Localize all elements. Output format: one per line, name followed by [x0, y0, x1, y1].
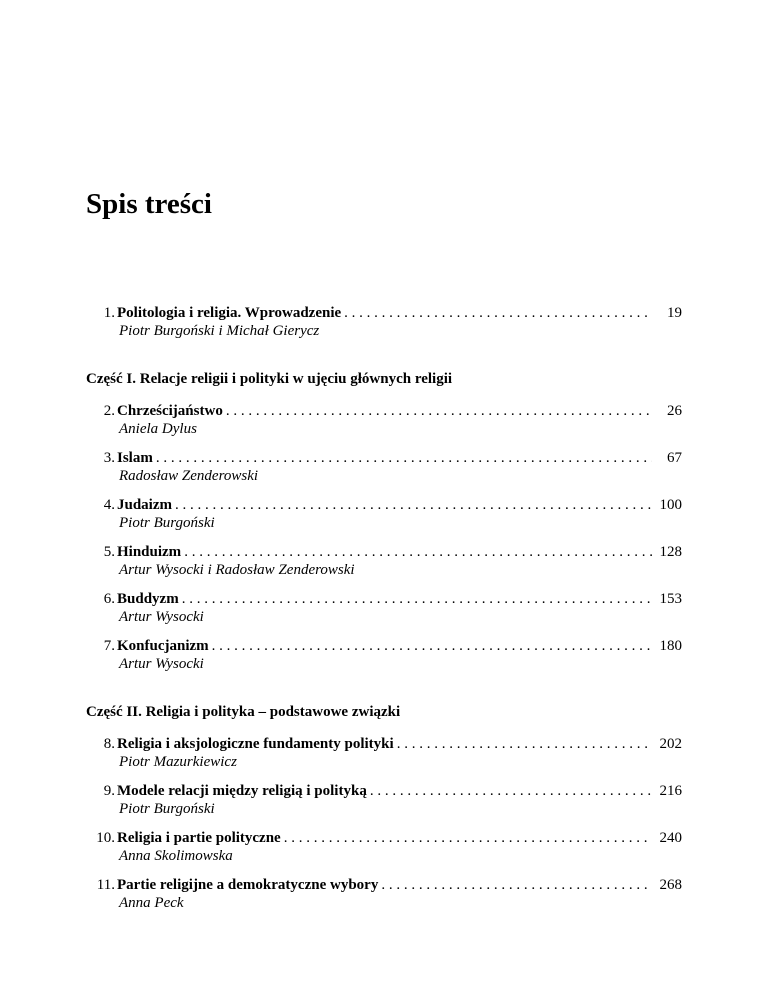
- entry-title: Hinduizm: [117, 544, 182, 560]
- entry-number: 11.: [96, 877, 115, 893]
- entry-author: Artur Wysocki i Radosław Zenderowski: [119, 562, 355, 578]
- entry-title: Islam: [117, 450, 153, 466]
- dot-leader: [226, 402, 652, 420]
- entry-author: Artur Wysocki: [119, 656, 204, 672]
- dot-leader: [212, 637, 652, 655]
- entry-author: Piotr Burgoński: [119, 515, 215, 531]
- entry-number: 4.: [103, 497, 115, 513]
- entry-number: 5.: [103, 544, 115, 560]
- page-title: Spis treści: [86, 188, 212, 220]
- dot-leader: [370, 782, 652, 800]
- entry-page: 202: [659, 736, 682, 752]
- toc-entry: [86, 735, 682, 771]
- entry-number: 1.: [103, 305, 115, 321]
- entry-title: Buddyzm: [117, 591, 179, 607]
- entry-page: 240: [659, 830, 682, 846]
- toc-entry: [86, 829, 682, 865]
- entry-title: Chrześcijaństwo: [117, 403, 223, 419]
- entry-number: 2.: [103, 403, 115, 419]
- entry-page: 128: [659, 544, 682, 560]
- entry-number: 9.: [103, 783, 115, 799]
- entry-page: 26: [667, 403, 682, 419]
- entry-title: Religia i partie polityczne: [117, 830, 281, 846]
- entry-number: 7.: [103, 638, 115, 654]
- toc-entry: [86, 876, 682, 912]
- dot-leader: [175, 496, 652, 514]
- entry-author: Anna Skolimowska: [119, 848, 233, 864]
- entry-author: Piotr Mazurkiewicz: [119, 754, 237, 770]
- toc-entry: [86, 782, 682, 818]
- toc-entry: [86, 637, 682, 673]
- entry-page: 19: [667, 305, 682, 321]
- toc-entry: [86, 449, 682, 485]
- entry-page: 268: [659, 877, 682, 893]
- entry-author: Piotr Burgoński: [119, 801, 215, 817]
- entry-number: 6.: [103, 591, 115, 607]
- dot-leader: [182, 590, 652, 608]
- toc-entry: [86, 496, 682, 532]
- entry-author: Piotr Burgoński i Michał Gierycz: [119, 323, 320, 339]
- entry-number: 3.: [103, 450, 115, 466]
- entry-title: Religia i aksjologiczne fundamenty polityki: [117, 736, 394, 752]
- dot-leader: [284, 829, 652, 847]
- dot-leader: [381, 876, 652, 894]
- dot-leader: [156, 449, 652, 467]
- toc-entry: [86, 590, 682, 626]
- entry-author: Anna Peck: [119, 895, 184, 911]
- entry-title: Partie religijne a demokratyczne wybory: [117, 877, 379, 893]
- entry-title: Konfucjanizm: [117, 638, 209, 654]
- dot-leader: [397, 735, 652, 753]
- entry-author: Aniela Dylus: [119, 421, 197, 437]
- toc-entry: [86, 402, 682, 438]
- dot-leader: [344, 304, 652, 322]
- entry-title: Judaizm: [117, 497, 173, 513]
- toc-entry: [86, 304, 682, 340]
- entry-page: 180: [659, 638, 682, 654]
- part-heading: Część II. Religia i polityka – podstawowe związki: [86, 704, 401, 720]
- entry-author: Artur Wysocki: [119, 609, 204, 625]
- part-heading: Część I. Relacje religii i polityki w ujęciu głównych religii: [86, 371, 453, 387]
- entry-number: 8.: [103, 736, 115, 752]
- entry-page: 100: [659, 497, 682, 513]
- entry-page: 216: [659, 783, 682, 799]
- entry-title: Politologia i religia. Wprowadzenie: [117, 305, 342, 321]
- dot-leader: [184, 543, 652, 561]
- entry-page: 67: [667, 450, 682, 466]
- entry-title: Modele relacji między religią i polityką: [117, 783, 367, 799]
- entry-page: 153: [659, 591, 682, 607]
- entry-author: Radosław Zenderowski: [119, 468, 259, 484]
- toc-entry: [86, 543, 682, 579]
- entry-number: 10.: [96, 830, 115, 846]
